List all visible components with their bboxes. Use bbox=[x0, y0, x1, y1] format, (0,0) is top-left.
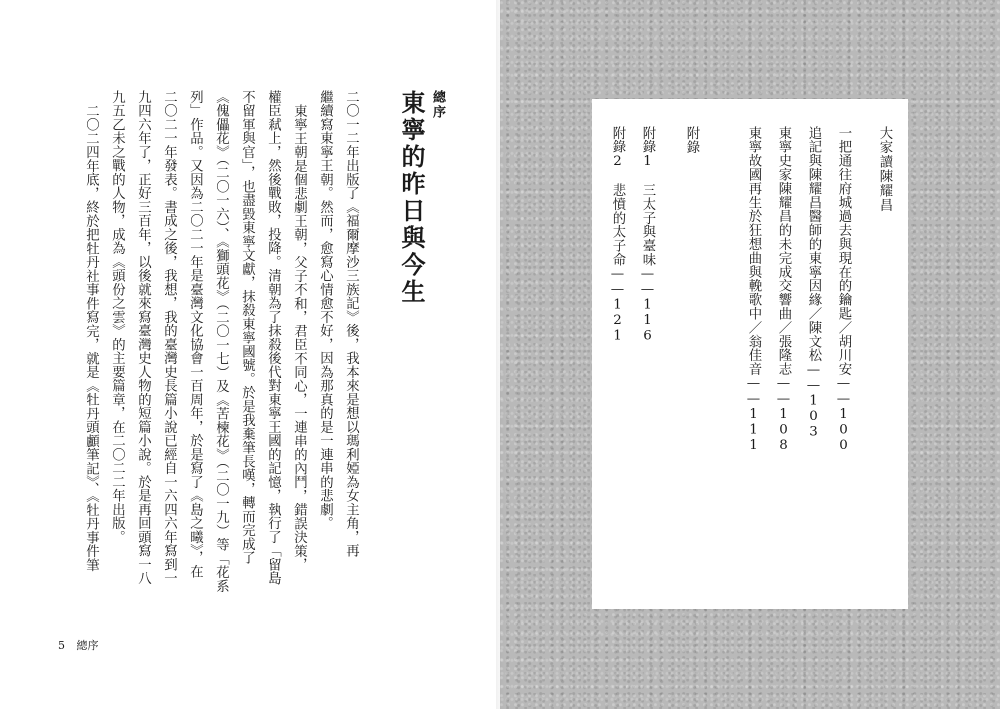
paragraph-line: 東寧王朝是個悲劇王朝，父子不和，君臣不同心，一連串的內鬥，錯誤決策， bbox=[291, 104, 307, 572]
toc-entry: 東寧史家陳耀昌的未完成交響曲／張隆志——108 bbox=[776, 126, 791, 454]
toc-entry: 東寧故國再生於狂想曲與輓歌中／翁佳音——111 bbox=[746, 126, 761, 454]
toc-entry: 追記與陳耀昌醫師的東寧因緣／陳文松——103 bbox=[806, 126, 821, 440]
toc-section-heading: 大家讀陳耀昌 bbox=[877, 126, 892, 213]
toc-card bbox=[592, 99, 908, 609]
page-number: 5 bbox=[58, 639, 65, 652]
paragraph-line: 二〇二一年發表。書成之後，我想，我的臺灣史長篇小說已經自一六四六年寫到一 bbox=[161, 90, 177, 585]
toc-entry: 附錄2 悲憤的太子命——121 bbox=[610, 126, 625, 345]
chapter-title: 東寧的昨日與今生 bbox=[397, 90, 426, 306]
paragraph-line: 九五乙未之戰的人物，成為《頭份之雲》的主要篇章，在二〇二二年出版。 bbox=[109, 90, 125, 544]
toc-entry: 一把通往府城過去與現在的鑰匙／胡川安——100 bbox=[836, 126, 851, 454]
paragraph-line: 二〇一二年出版了《福爾摩沙三族記》後，我本來是想以瑪利婭為女主角，再 bbox=[343, 90, 359, 558]
paragraph-line: 九四六年了，正好三百年，以後就來寫臺灣史人物的短篇小說。於是再回頭寫一八 bbox=[135, 90, 151, 585]
paragraph-line: 列」作品。又因為二〇二一年是臺灣文化協會一百周年，於是寫了《島之曦》，在 bbox=[187, 90, 203, 579]
paragraph-line: 權臣弒上，然後戰敗，投降。清朝為了抹殺後代對東寧王國的記憶，執行了「留島 bbox=[265, 90, 281, 585]
toc-appendix-heading: 附錄 bbox=[684, 126, 699, 155]
running-head: 總序 bbox=[76, 639, 99, 652]
section-label: 總序 bbox=[430, 90, 445, 120]
paragraph-line: 不留軍與官」，也盡毀東寧文獻，抹殺東寧國號。於是我棄筆長嘆，轉而完成了 bbox=[239, 90, 255, 565]
toc-entry: 附錄1 三太子與臺味——116 bbox=[640, 126, 655, 345]
paragraph-line: 二〇二四年底，終於把牡丹社事件寫完，就是《牡丹頭顱筆記》、《牡丹事件筆 bbox=[83, 104, 99, 572]
paragraph-line: 《傀儡花》（二〇一六）、《獅頭花》（二〇一七）及《苦楝花》（二〇一九）等「花系 bbox=[213, 90, 229, 593]
page-gutter bbox=[496, 0, 504, 709]
paragraph-line: 繼續寫東寧王朝。然而，愈寫心情愈不好，因為那真的是一連串的悲劇。 bbox=[317, 90, 333, 530]
page-footer bbox=[58, 637, 99, 653]
